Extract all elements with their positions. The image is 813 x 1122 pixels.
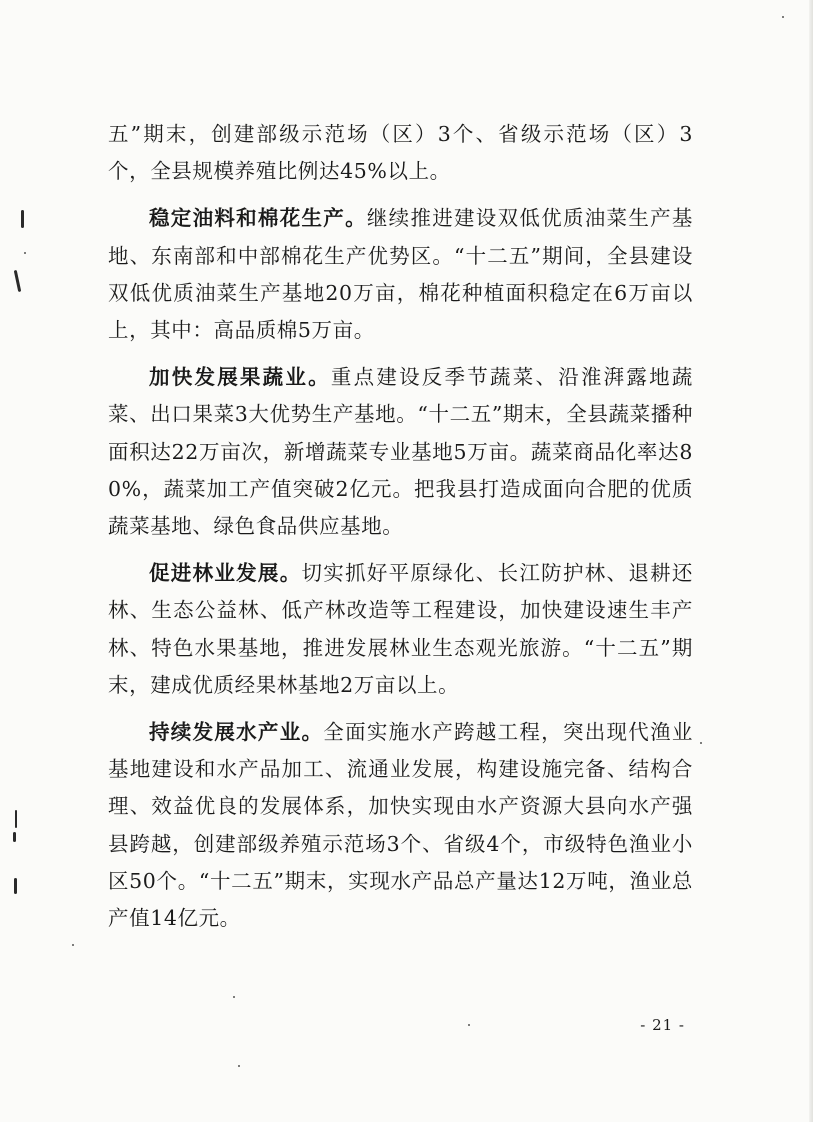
scan-dot [782, 16, 784, 18]
paragraph-text: 全面实施水产跨越工程，突出现代渔业基地建设和水产品加工、流通业发展，构建设施完备、结构合理、效益优良的发展体系，加快实现由水产资源大县向水产强县跨越，创建部级养殖示范场3个、省级4个，市级特色渔业小区50个。“十二五”期末，实现水产品总产量达12万吨，渔业总产值14亿元。 [108, 720, 693, 931]
scan-dot [233, 996, 235, 998]
paragraph-heading: 稳定油料和棉花生产。 [149, 206, 367, 231]
paragraph-aquaculture [108, 714, 693, 937]
paragraph-heading: 促进林业发展。 [149, 561, 302, 586]
scan-dot [24, 252, 26, 254]
scan-dot [238, 1065, 240, 1067]
scan-mark [13, 832, 16, 842]
scan-mark [14, 878, 17, 894]
scan-mark [21, 210, 24, 228]
paragraph-heading: 加快发展果蔬业。 [149, 365, 331, 390]
paragraph-text: 五”期末，创建部级示范场（区）3个、省级示范场（区）3个，全县规模养殖比例达45%以上。 [108, 122, 693, 184]
scan-dot [468, 1024, 470, 1026]
paragraph-fruit-vegetable [108, 359, 693, 545]
scan-mark [15, 810, 17, 828]
paragraph-text: 继续推进建设双低优质油菜生产基地、东南部和中部棉花生产优势区。“十二五”期间，全县建设双低优质油菜生产基地20万亩，棉花种植面积稳定在6万亩以上，其中：高品质棉5万亩。 [108, 206, 693, 343]
paragraph-text: 重点建设反季节蔬菜、沿淮湃露地蔬菜、出口果菜3大优势生产基地。“十二五”期末，全县蔬菜播种面积达22万亩次，新增蔬菜专业基地5万亩。蔬菜商品化率达80%，蔬菜加工产值突破2亿元。把我县打造成面向合肥的优质蔬菜基地、绿色食品供应基地。 [108, 365, 693, 539]
paragraph-forestry [108, 555, 693, 704]
scan-dot [700, 742, 702, 744]
paragraph-oil-cotton [108, 200, 693, 349]
paragraph-heading: 持续发展水产业。 [149, 720, 324, 745]
paragraph-livestock-continued [108, 116, 693, 190]
document-body [108, 116, 693, 947]
scan-dot [72, 944, 74, 946]
scan-edge-shadow [809, 0, 813, 1122]
paragraph-text: 切实抓好平原绿化、长江防护林、退耕还林、生态公益林、低产林改造等工程建设，加快建设速生丰产林、特色水果基地，推进发展林业生态观光旅游。“十二五”期末，建成优质经果林基地2万亩以上。 [108, 561, 693, 697]
scan-mark [14, 270, 22, 292]
page-number: - 21 - [640, 1016, 685, 1034]
